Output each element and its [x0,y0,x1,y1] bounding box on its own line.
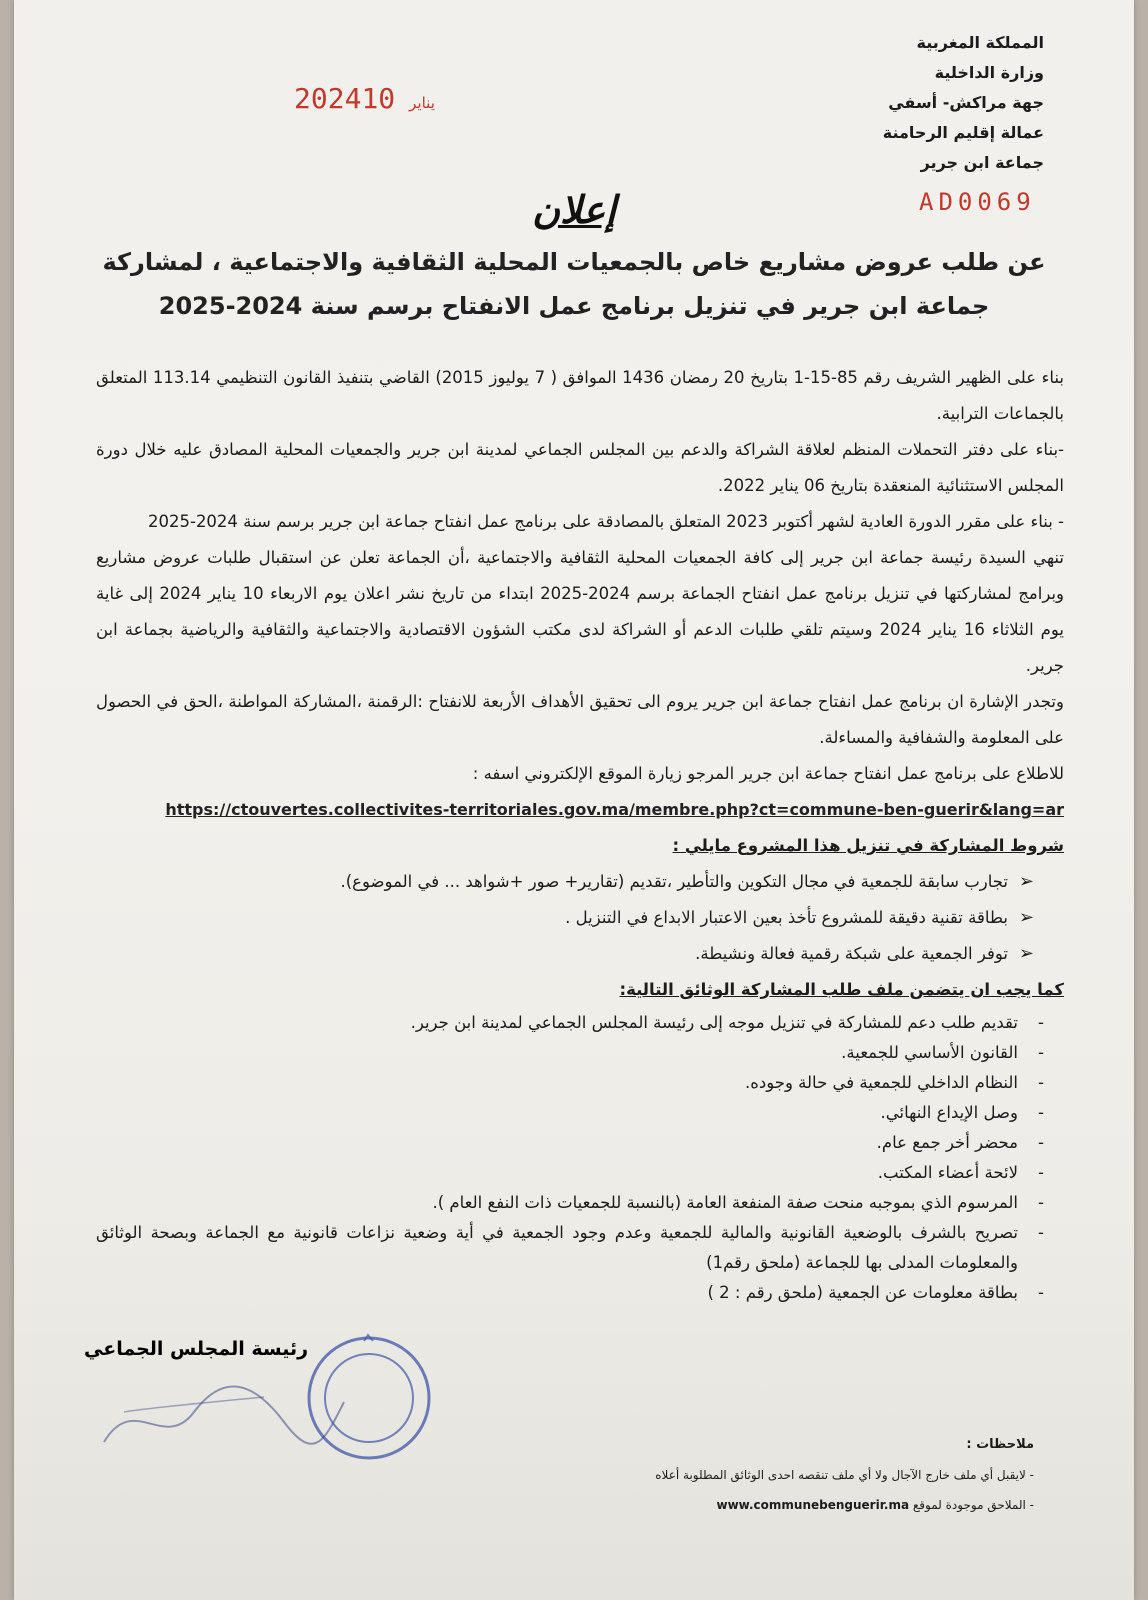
notes-heading: ملاحظات : [966,1437,1034,1452]
document-text: وصل الإيداع النهائي. [880,1103,1018,1122]
document-text: المرسوم الذي بموجبه منحت صفة المنفعة العامة (بالنسبة للجمعيات ذات النفع العام ). [432,1193,1018,1212]
list-item [96,1038,1044,1068]
reference-number-stamp: AD0069 [919,188,1036,216]
stamp-year: 2024 [294,82,362,115]
stamp-day: 10 [361,82,396,115]
document-text: بطاقة معلومات عن الجمعية (ملحق رقم : 2 ) [707,1283,1018,1302]
letterhead-line: عمالة إقليم الرحامنة [882,123,1044,142]
documents-list [96,1008,1064,1308]
conditions-heading: شروط المشاركة في تنزيل هذا المشروع مايلي : [672,836,1064,855]
condition-text: تجارب سابقة للجمعية في مجال التكوين والتأطير ،تقديم (تقارير+ صور +شواهد ... في الموضوع). [340,872,1008,891]
conditions-list [96,864,1064,972]
letterhead [744,28,1044,178]
note-item: - لايقبل أي ملف خارج الآجال ولا أي ملف تنقصه احدى الوثائق المطلوبة أعلاه [655,1468,1034,1482]
website-link[interactable]: https://ctouvertes.collectivites-territoriales.gov.ma/membre.php?ct=commune-ben-guerir&lang=ar [165,800,1064,819]
condition-text: توفر الجمعية على شبكة رقمية فعالة ونشيطة. [695,944,1008,963]
list-item [96,1218,1044,1278]
stamp-month: يناير [409,94,435,112]
paragraph: وتجدر الإشارة ان برنامج عمل انفتاح جماعة ابن جرير يروم الى تحقيق الأهداف الأربعة للانفتاح :الرقمنة ،المشاركة المواطنة ،الحق في الحصول على المعلومة والشفافية والمساءلة. [96,692,1064,747]
paragraph: -بناء على دفتر التحملات المنظم لعلاقة الشراكة والدعم بين المجلس الجماعي لمدينة ابن جرير والجمعيات المحلية المصادق عليه خلال دورة المجلس الاستثنائية المنعقدة بتاريخ 06 يناير 2022. [96,440,1064,495]
documents-heading: كما يجب ان يتضمن ملف طلب المشاركة الوثائق التالية: [619,980,1064,999]
paragraph: تنهي السيدة رئيسة جماعة ابن جرير إلى كافة الجمعيات المحلية الثقافية والاجتماعية ،أن الجماعة تعلن عن استقبال طلبات عروض مشاريع وبرامج لمشاركتها في تنزيل برنامج عمل انفتاح الجماعة برسم 2024-2025 ابتداء من تاريخ نشر اعلان يوم الاربعاء 10 يناير 2024 إلى غاية يوم الثلاثاء 16 يناير 2024 وسيتم تلقي طلبات الدعم أو الشراكة لدى مكتب الشؤون الاقتصادية والاجتماعية والثقافية والرياضية بجماعة ابن جرير. [96,548,1065,675]
letterhead-line: جماعة ابن جرير [920,153,1044,172]
paragraph: بناء على الظهير الشريف رقم 85-15-1 بتاريخ 20 رمضان 1436 الموافق ( 7 يوليوز 2015) القاضي بتنفيذ القانون التنظيمي 113.14 المتعلق بالجماعات الترابية. [96,368,1064,423]
list-item [96,1128,1044,1158]
document-text: محضر أخر جمع عام. [876,1133,1018,1152]
list-item [96,1008,1044,1038]
document-text: تصريح بالشرف بالوضعية القانونية والمالية للجمعية وعدم وجود الجمعية في أية وضعية نزاعات قانونية مع الجماعة وبصحة الوثائق والمعلومات المدلى بها للجماعة (ملحق رقم1) [96,1223,1018,1272]
list-item [96,900,1034,936]
note-text: الملاحق موجودة لموقع [912,1498,1026,1512]
dash-bullet-icon: - [1038,1163,1044,1182]
dash-bullet-icon: - [1038,1103,1044,1122]
checkmark-arrow-icon: ➢ [1018,907,1034,928]
document-subtitle: عن طلب عروض مشاريع خاص بالجمعيات المحلية الثقافية والاجتماعية ، لمشاركة جماعة ابن جرير في تنزيل برنامج عمل الانفتاح برسم سنة 2024-2025 [102,248,1046,320]
dash-bullet-icon: - [1038,1073,1044,1092]
dash-bullet-icon: - [1038,1043,1044,1062]
list-item [96,936,1034,972]
signature-title: رئيسة المجلس الجماعي [84,1338,309,1360]
dash-bullet-icon: - [1038,1133,1044,1152]
document-text: القانون الأساسي للجمعية. [841,1043,1018,1062]
note-text: لايقبل أي ملف خارج الآجال ولا أي ملف تنقصه احدى الوثائق المطلوبة أعلاه [655,1468,1026,1482]
list-item [96,1158,1044,1188]
list-item [96,1188,1044,1218]
paragraph: للاطلاع على برنامج عمل انفتاح جماعة ابن جرير المرجو زيارة الموقع الإلكتروني اسفه : [472,764,1064,783]
dash-bullet-icon: - [1038,1193,1044,1212]
handwritten-signature-icon [94,1372,354,1462]
condition-text: بطاقة تقنية دقيقة للمشروع تأخذ بعين الاعتبار الابداع في التنزيل . [565,908,1008,927]
document-title: إعلان [532,188,616,232]
dash-bullet-icon: - [1038,1013,1044,1032]
document-body [96,360,1064,1308]
dash-bullet-icon: - [1038,1223,1044,1242]
letterhead-line: وزارة الداخلية [934,63,1044,82]
document-text: النظام الداخلي للجمعية في حالة وجوده. [745,1073,1018,1092]
paragraph: - بناء على مقرر الدورة العادية لشهر أكتوبر 2023 المتعلق بالمصادقة على برنامج عمل انفتاح جماعة ابن جرير برسم سنة 2024-2025 [147,512,1064,531]
checkmark-arrow-icon: ➢ [1018,943,1034,964]
document-page [14,0,1134,1600]
document-text: لائحة أعضاء المكتب. [877,1163,1018,1182]
website-address[interactable]: www.communebenguerir.ma [716,1498,910,1512]
list-item [96,1098,1044,1128]
document-text: تقديم طلب دعم للمشاركة في تنزيل موجه إلى رئيسة المجلس الجماعي لمدينة ابن جرير. [410,1013,1018,1032]
letterhead-line: المملكة المغربية [916,33,1044,52]
dash-bullet-icon: - [1038,1283,1044,1302]
note-item: - الملاحق موجودة لموقع www.communebenguerir.ma [494,1490,1034,1520]
list-item [96,1068,1044,1098]
notes-section [494,1430,1034,1520]
checkmark-arrow-icon: ➢ [1018,871,1034,892]
list-item [96,864,1034,900]
letterhead-line: جهة مراكش- أسفي [888,93,1044,112]
list-item [96,1278,1044,1308]
date-stamp [294,82,449,115]
